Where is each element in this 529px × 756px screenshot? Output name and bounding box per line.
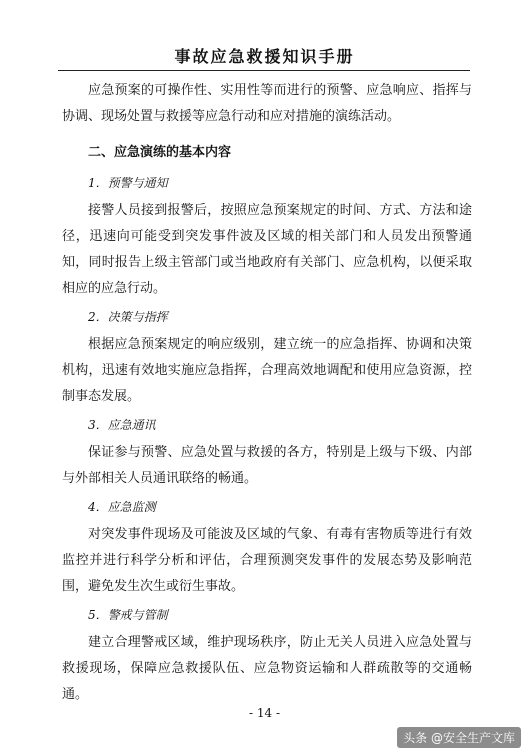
watermark-label: 头条 @安全生产文库 <box>397 727 521 748</box>
paragraph-cordon-control: 建立合理警戒区域，维护现场秩序，防止无关人员进入应急处置与救援现场，保障应急救援队伍、应急物资运输和人群疏散等的交通畅通。 <box>62 635 472 702</box>
paragraph-intro: 应急预案的可操作性、实用性等而进行的预警、应急响应、指挥与协调、现场处置与救援等应急行动和应对措施的演练活动。 <box>62 83 472 124</box>
page-number: - 14 - <box>248 706 280 720</box>
subheading-cordon-control: 5．警戒与管制 <box>88 608 168 622</box>
subheading-monitoring: 4．应急监测 <box>88 500 156 514</box>
paragraph-communication: 保证参与预警、应急处置与救援的各方，特别是上级与下级、内部与外部相关人员通讯联络的畅通。 <box>62 445 472 486</box>
subheading-warning-notification: 1．预警与通知 <box>88 176 168 190</box>
subheading-communication: 3．应急通讯 <box>88 418 156 432</box>
paragraph-monitoring: 对突发事件现场及可能波及区域的气象、有毒有害物质等进行有效监控并进行科学分析和评估，合理预测突发事件的发展态势及影响范围，避免发生次生或衍生事故。 <box>62 527 472 594</box>
section-heading-2: 二、应急演练的基本内容 <box>88 145 232 160</box>
document-body <box>62 78 472 708</box>
header-divider <box>58 70 470 71</box>
subheading-decision-command: 2．决策与指挥 <box>88 310 168 324</box>
page-header-title: 事故应急救援知识手册 <box>174 47 355 66</box>
paragraph-decision-command: 根据应急预案规定的响应级别，建立统一的应急指挥、协调和决策机构，迅速有效地实施应急指挥，合理高效地调配和使用应急资源，控制事态发展。 <box>62 337 472 404</box>
paragraph-warning-notification: 接警人员接到报警后，按照应急预案规定的时间、方式、方法和途径，迅速向可能受到突发事件波及区域的相关部门和人员发出预警通知，同时报告上级主管部门或当地政府有关部门、应急机构，以便采取相应的应急行动。 <box>62 203 472 296</box>
